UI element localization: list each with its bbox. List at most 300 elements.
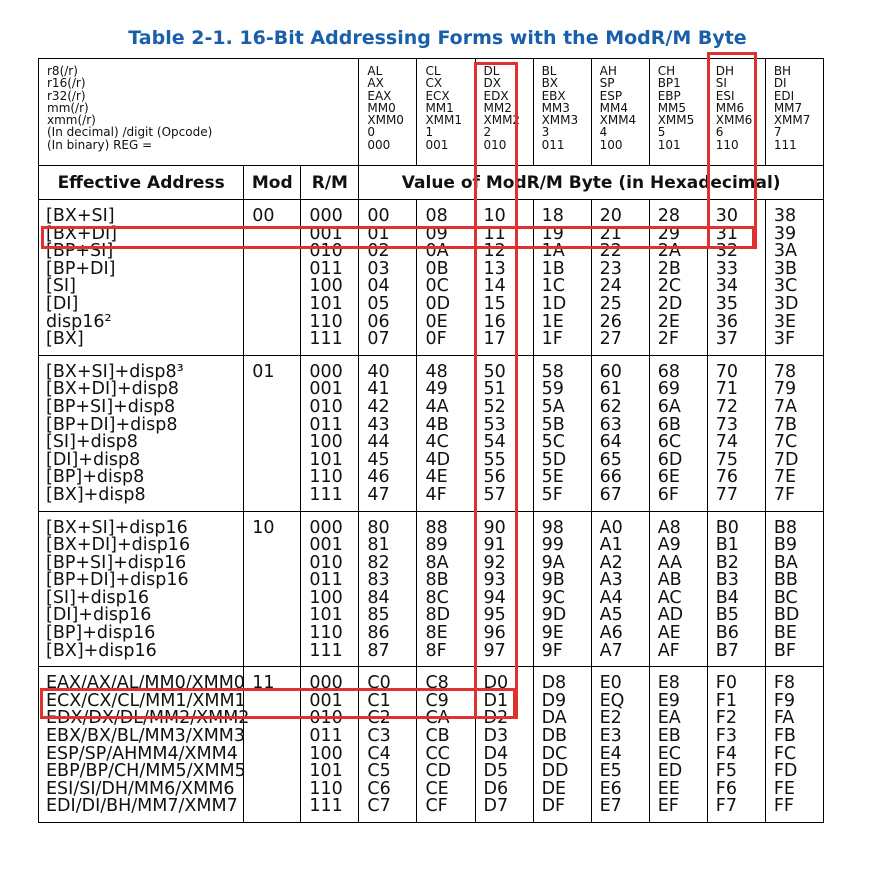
rm-cell-entry: 011 [309, 726, 343, 747]
modrm-value-cell-entry: 71 [715, 379, 739, 400]
modrm-value-cell-entry: 82 [367, 552, 390, 573]
modrm-value-cell-entry: D0 [483, 673, 509, 694]
modrm-value-cell-entry: DF [541, 796, 566, 817]
modrm-value-cell-entry: 8B [425, 570, 449, 591]
mod-block-row [39, 200, 824, 356]
modrm-value-cell-entry: 62 [599, 396, 622, 417]
effective-address-cell-entry: [BX+DI] [46, 223, 117, 244]
modrm-value-cell [475, 355, 533, 511]
mod-cell: 01 [244, 355, 301, 511]
effective-address-cell-entry: [BX+SI] [46, 206, 115, 226]
modrm-value-cell-entry: 81 [367, 535, 390, 556]
modrm-value-cell-entry: AD [657, 605, 684, 626]
modrm-value-cell-entry: 35 [715, 293, 739, 314]
modrm-value-cell-entry: 50 [483, 361, 506, 382]
modrm-value-cell-entry: 19 [541, 223, 564, 244]
modrm-value-cell-entry: FE [773, 778, 795, 799]
modrm-value-cell-entry: 39 [773, 223, 797, 244]
effective-address-cell-entry: EAX/AX/AL/MM0/XMM0 [46, 673, 245, 694]
reg-label: XMM7 [773, 113, 811, 128]
modrm-value-cell-entry: B5 [715, 605, 739, 626]
modrm-value-cell-entry: CE [425, 778, 449, 799]
reg-label: 1 [425, 125, 434, 140]
effective-address-cell-entry: [BX+SI]+disp8³ [46, 361, 184, 382]
modrm-value-cell [707, 511, 765, 667]
modrm-value-cell-entry: DD [541, 761, 569, 782]
modrm-value-cell-entry: 05 [367, 293, 390, 314]
operand-label: (In decimal) /digit (Opcode) [47, 125, 213, 140]
modrm-value-cell-entry: D2 [483, 708, 509, 729]
modrm-value-cell-entry: 0A [425, 241, 449, 262]
modrm-value-cell-entry: 72 [715, 396, 739, 417]
effective-address-cell-entry: [BP+SI]+disp16 [46, 552, 187, 573]
modrm-value-cell-entry: 3E [773, 311, 797, 332]
modrm-value-cell-entry: 61 [599, 379, 622, 400]
modrm-value-cell-entry: EB [657, 726, 681, 747]
modrm-value-cell-entry: 8F [425, 640, 447, 661]
modrm-value-cell-entry: 0D [425, 293, 451, 314]
effective-address-cell-entry: disp16² [46, 311, 112, 332]
modrm-value-cell-entry: 04 [367, 276, 390, 297]
modrm-value-cell-entry: 94 [483, 587, 506, 608]
modrm-value-cell-entry: 1C [541, 276, 565, 297]
modrm-value-cell [765, 355, 823, 511]
modrm-value-cell-entry: B7 [715, 640, 739, 661]
reg-label: ESI [715, 88, 735, 103]
modrm-value-cell-entry: 41 [367, 379, 390, 400]
modrm-value-cell-entry: 1E [541, 311, 564, 332]
modrm-value-cell-entry: 16 [483, 311, 506, 332]
modrm-value-cell [707, 200, 765, 356]
modrm-value-cell-entry: 32 [715, 241, 739, 262]
reg-label: DL [483, 64, 500, 78]
modrm-value-cell [359, 511, 417, 667]
modrm-value-cell-entry: FA [773, 708, 795, 729]
reg-label: 7 [773, 125, 782, 140]
modrm-value-cell-entry: 4A [425, 396, 449, 417]
effective-address-cell-entry: [BX+SI]+disp16 [46, 517, 188, 538]
modrm-value-cell-entry: E8 [657, 673, 680, 694]
reg-label: BP1 [657, 76, 681, 91]
modrm-value-cell [707, 355, 765, 511]
modrm-value-cell-entry: 7D [773, 449, 799, 470]
modrm-value-cell-entry: 33 [715, 258, 739, 279]
modrm-value-cell [359, 200, 417, 356]
table-title: Table 2-1. 16-Bit Addressing Forms with the ModR/M Byte [128, 27, 747, 49]
rm-cell-entry: 011 [309, 570, 343, 591]
modrm-value-cell-entry: F9 [773, 690, 796, 711]
modrm-value-cell-entry: F5 [715, 761, 737, 782]
modrm-value-cell-entry: 57 [483, 484, 506, 505]
modrm-value-cell-entry: 8D [425, 605, 451, 626]
modrm-value-cell-entry: 4D [425, 449, 451, 470]
modrm-value-cell-entry: 92 [483, 552, 506, 573]
rm-cell-entry: 110 [309, 623, 343, 644]
modrm-value-cell-entry: 64 [599, 432, 622, 453]
rm-cell-entry: 011 [309, 414, 343, 435]
rm-cell-entry: 111 [309, 796, 343, 817]
modrm-value-cell-entry: 9A [541, 552, 565, 573]
effective-address-header: Effective Address [39, 166, 244, 200]
modrm-value-cell-entry: ED [657, 761, 683, 782]
reg-label: AL [367, 64, 383, 78]
modrm-value-cell-entry: FC [773, 743, 797, 764]
modrm-value-cell-entry: 51 [483, 379, 506, 400]
reg-label: AH [599, 64, 617, 78]
modrm-value-cell-entry: A3 [599, 570, 623, 591]
modrm-value-cell-entry: 84 [367, 587, 390, 608]
rm-cell-entry: 001 [309, 223, 343, 244]
modrm-value-cell-entry: A9 [657, 535, 681, 556]
modrm-value-cell-entry: C1 [367, 690, 391, 711]
effective-address-cell-entry: ESP/SP/AHMM4/XMM4 [46, 743, 238, 764]
modrm-value-cell-entry: 6F [657, 484, 679, 505]
reg-label: 3 [541, 125, 550, 140]
effective-address-cell-entry: [BP+DI]+disp16 [46, 570, 189, 591]
reg-column-header [359, 59, 417, 166]
modrm-value-cell-entry: 08 [425, 206, 448, 226]
modrm-value-cell-entry: 46 [367, 467, 390, 488]
effective-address-cell-entry: EBX/BX/BL/MM3/XMM3 [46, 726, 246, 747]
modrm-value-cell [475, 200, 533, 356]
effective-address-cell [39, 511, 244, 667]
modrm-value-cell-entry: 73 [715, 414, 739, 435]
effective-address-cell-entry: EBP/BP/CH/MM5/XMM5 [46, 761, 246, 782]
modrm-value-cell-entry: BE [773, 623, 797, 644]
modrm-value-cell-entry: 2F [657, 329, 679, 350]
modrm-value-cell-entry: 5A [541, 396, 565, 417]
modrm-value-cell-entry: DA [541, 708, 567, 729]
reg-label: MM6 [715, 100, 745, 115]
modrm-value-cell-entry: C7 [367, 796, 391, 817]
modrm-value-cell-entry: D5 [483, 761, 509, 782]
effective-address-cell-entry: [BP+DI] [46, 258, 116, 279]
modrm-value-cell-entry: C4 [367, 743, 391, 764]
reg-label: BH [773, 64, 792, 78]
modrm-value-cell [649, 667, 707, 823]
modrm-value-cell-entry: A4 [599, 587, 623, 608]
modrm-value-cell-entry: 7E [773, 467, 797, 488]
reg-label: CH [657, 64, 676, 78]
reg-label: EBP [657, 88, 681, 103]
modrm-value-cell-entry: 18 [541, 206, 564, 226]
reg-column-header [765, 59, 823, 166]
modrm-value-cell-entry: 21 [599, 223, 622, 244]
reg-header-row [39, 59, 824, 166]
modrm-value-cell-entry: 2E [657, 311, 680, 332]
rm-cell-entry: 001 [309, 690, 343, 711]
modrm-value-cell-entry: 01 [367, 223, 390, 244]
modrm-value-cell-entry: 85 [367, 605, 390, 626]
modrm-value-cell-entry: EQ [599, 690, 625, 711]
rm-cell-entry: 101 [309, 605, 343, 626]
modrm-value-cell-entry: F6 [715, 778, 737, 799]
reg-label: DH [715, 64, 735, 78]
modrm-value-cell-entry: 0B [425, 258, 449, 279]
modrm-value-cell-entry: DB [541, 726, 568, 747]
rm-cell-entry: 100 [309, 432, 343, 453]
reg-label: ECX [425, 88, 450, 103]
modrm-value-cell-entry: 37 [715, 329, 739, 350]
modrm-value-cell-entry: C3 [367, 726, 391, 747]
rm-cell-entry: 010 [309, 241, 343, 262]
operand-label: (In binary) REG = [47, 137, 153, 152]
modrm-value-cell-entry: 69 [657, 379, 680, 400]
reg-label: 101 [657, 137, 681, 152]
modrm-value-cell-entry: 98 [541, 517, 564, 538]
effective-address-cell-entry: [BP+SI]+disp8 [46, 396, 176, 417]
modrm-value-cell-entry: CF [425, 796, 448, 817]
effective-address-cell-entry: [DI]+disp8 [46, 449, 141, 470]
modrm-value-cell-entry: 86 [367, 623, 390, 644]
reg-label: 111 [773, 137, 797, 152]
modrm-value-cell-entry: 43 [367, 414, 390, 435]
modrm-value-cell-entry: D4 [483, 743, 509, 764]
modrm-value-cell-entry: 9E [541, 623, 564, 644]
modrm-value-cell-entry: 7F [773, 484, 796, 505]
reg-label: 5 [657, 125, 666, 140]
modrm-value-cell-entry: 31 [715, 223, 739, 244]
modrm-value-cell-entry: 12 [483, 241, 506, 262]
modrm-value-cell-entry: 1F [541, 329, 563, 350]
reg-label: MM4 [599, 100, 628, 115]
modrm-value-cell-entry: 1B [541, 258, 565, 279]
modrm-table [38, 58, 824, 823]
effective-address-cell-entry: [BX] [46, 329, 84, 350]
modrm-value-cell-entry: 9F [541, 640, 563, 661]
modrm-value-cell-entry: D1 [483, 690, 509, 711]
modrm-value-cell-entry: A7 [599, 640, 623, 661]
modrm-value-cell-entry: CA [425, 708, 450, 729]
modrm-value-cell-entry: 78 [773, 361, 797, 382]
modrm-value-cell-entry: 2D [657, 293, 683, 314]
modrm-value-cell-entry: 5E [541, 467, 564, 488]
modrm-value-cell-entry: AB [657, 570, 682, 591]
reg-label: MM3 [541, 100, 570, 115]
rm-cell-entry: 001 [309, 379, 343, 400]
modrm-value-cell [417, 200, 475, 356]
rm-cell [301, 355, 359, 511]
modrm-value-cell-entry: A0 [599, 517, 623, 538]
modrm-value-cell-entry: 34 [715, 276, 739, 297]
modrm-value-cell-entry: A8 [657, 517, 681, 538]
reg-column-header [649, 59, 707, 166]
modrm-value-cell-entry: 4B [425, 414, 449, 435]
modrm-value-cell-entry: 3F [773, 329, 796, 350]
effective-address-cell-entry: [SI]+disp8 [46, 432, 138, 453]
operand-label: r16(/r) [47, 76, 86, 91]
effective-address-cell-entry: [BP]+disp8 [46, 467, 145, 488]
effective-address-cell [39, 667, 250, 823]
effective-address-cell-entry: [BP+SI] [46, 241, 114, 262]
modrm-value-cell-entry: 03 [367, 258, 390, 279]
modrm-value-cell-entry: 22 [599, 241, 622, 262]
modrm-value-cell-entry: 83 [367, 570, 390, 591]
modrm-value-cell [591, 511, 649, 667]
modrm-value-cell-entry: BF [773, 640, 796, 661]
modrm-value-cell [765, 667, 823, 823]
modrm-value-cell-entry: B0 [715, 517, 739, 538]
modrm-value-cell-entry: AC [657, 587, 682, 608]
modrm-value-cell-entry: 67 [599, 484, 622, 505]
modrm-value-cell-entry: FD [773, 761, 798, 782]
rm-cell-entry: 111 [309, 484, 343, 505]
effective-address-cell-entry: ESI/SI/DH/MM6/XMM6 [46, 778, 235, 799]
rm-cell-entry: 001 [309, 535, 343, 556]
modrm-value-cell-entry: 0C [425, 276, 449, 297]
modrm-value-cell-entry: 66 [599, 467, 622, 488]
reg-label: MM5 [657, 100, 687, 115]
modrm-value-cell-entry: B9 [773, 535, 797, 556]
modrm-value-cell-entry: 59 [541, 379, 564, 400]
modrm-value-cell-entry: C5 [367, 761, 391, 782]
modrm-value-cell-entry: 9C [541, 587, 565, 608]
modrm-value-cell-entry: DE [541, 778, 567, 799]
modrm-value-cell-entry: 36 [715, 311, 739, 332]
modrm-value-cell-entry: F8 [773, 673, 796, 694]
modrm-value-cell-entry: 63 [599, 414, 622, 435]
modrm-value-cell-entry: 76 [715, 467, 739, 488]
modrm-value-cell [649, 355, 707, 511]
rm-cell-entry: 000 [309, 361, 343, 382]
modrm-value-cell-entry: B1 [715, 535, 739, 556]
modrm-value-cell-entry: 14 [483, 276, 506, 297]
effective-address-cell-entry: [BP]+disp16 [46, 623, 156, 644]
modrm-value-cell-entry: CB [425, 726, 450, 747]
modrm-value-cell-entry: F0 [715, 673, 737, 694]
reg-label: CL [425, 64, 441, 78]
modrm-value-cell-entry: 28 [657, 206, 680, 226]
modrm-value-cell-entry: 6A [657, 396, 681, 417]
reg-label: XMM4 [599, 113, 637, 128]
effective-address-cell-entry: [BP+DI]+disp8 [46, 414, 178, 435]
modrm-value-cell-entry: 45 [367, 449, 390, 470]
modrm-value-cell-entry: 7C [773, 432, 798, 453]
rm-cell-entry: 000 [309, 673, 343, 694]
modrm-value-cell-entry: 4F [425, 484, 447, 505]
modrm-value-cell-entry: C6 [367, 778, 391, 799]
modrm-value-cell-entry: 60 [599, 361, 622, 382]
modrm-value-cell [533, 667, 591, 823]
modrm-value-cell-entry: 6C [657, 432, 682, 453]
modrm-value-cell-entry: 56 [483, 467, 506, 488]
modrm-value-cell-entry: 17 [483, 329, 506, 350]
modrm-value-cell-entry: 02 [367, 241, 390, 262]
effective-address-cell-entry: [DI] [46, 293, 79, 314]
modrm-value-cell-entry: 2B [657, 258, 681, 279]
reg-label: XMM2 [483, 113, 521, 128]
modrm-value-cell [417, 667, 475, 823]
modrm-value-cell-entry: 24 [599, 276, 622, 297]
rm-cell-entry: 111 [309, 329, 343, 350]
modrm-value-cell-entry: 3A [773, 241, 797, 262]
modrm-value-cell-entry: 0E [425, 311, 448, 332]
modrm-value-cell-entry: 93 [483, 570, 506, 591]
modrm-value-cell-entry: 13 [483, 258, 506, 279]
modrm-value-cell-entry: 09 [425, 223, 448, 244]
modrm-value-cell-entry: 5D [541, 449, 567, 470]
modrm-value-cell-entry: 06 [367, 311, 390, 332]
reg-label: XMM5 [657, 113, 695, 128]
modrm-value-cell-entry: 07 [367, 329, 390, 350]
mod-cell: 10 [244, 511, 301, 667]
reg-label: MM1 [425, 100, 454, 115]
rm-cell-entry: 111 [309, 640, 343, 661]
reg-label: MM7 [773, 100, 803, 115]
reg-label: MM0 [367, 100, 396, 115]
modrm-value-cell-entry: 2C [657, 276, 682, 297]
operand-label: r8(/r) [47, 64, 78, 78]
rm-cell-entry: 110 [309, 311, 343, 332]
column-header-row [39, 166, 824, 200]
modrm-value-cell-entry: 10 [483, 206, 506, 226]
modrm-value-cell-entry: BA [773, 552, 798, 573]
modrm-value-cell-entry: 99 [541, 535, 564, 556]
reg-label: ESP [599, 88, 623, 103]
modrm-value-cell [649, 511, 707, 667]
reg-column-header [707, 59, 765, 166]
modrm-value-cell-entry: F4 [715, 743, 737, 764]
modrm-value-cell [591, 200, 649, 356]
modrm-value-cell-entry: 4E [425, 467, 448, 488]
modrm-value-cell-entry: EC [657, 743, 681, 764]
reg-label: DX [483, 76, 501, 91]
mod-block-row [39, 667, 824, 823]
rm-cell-entry: 000 [309, 206, 343, 226]
reg-column-header [533, 59, 591, 166]
modrm-value-cell-entry: F1 [715, 690, 737, 711]
modrm-value-cell [533, 200, 591, 356]
modrm-value-cell-entry: 42 [367, 396, 390, 417]
reg-label: 6 [715, 125, 724, 140]
modrm-value-cell-entry: E3 [599, 726, 622, 747]
modrm-value-cell [475, 511, 533, 667]
modrm-value-cell-entry: C0 [367, 673, 391, 694]
modrm-value-cell-entry: E2 [599, 708, 622, 729]
modrm-value-cell-entry: 55 [483, 449, 506, 470]
modrm-value-cell-entry: 6D [657, 449, 683, 470]
modrm-value-cell-entry: A5 [599, 605, 623, 626]
modrm-value-cell-entry: 2A [657, 241, 681, 262]
modrm-value-cell-entry: 58 [541, 361, 564, 382]
rm-cell-entry: 100 [309, 587, 343, 608]
modrm-value-cell-entry: B6 [715, 623, 739, 644]
modrm-value-cell-entry: EA [657, 708, 681, 729]
rm-cell-entry: 010 [309, 708, 343, 729]
reg-column-header [475, 59, 533, 166]
modrm-value-cell-entry: 9B [541, 570, 565, 591]
modrm-value-cell-entry: 29 [657, 223, 680, 244]
modrm-value-cell-entry: F3 [715, 726, 737, 747]
modrm-value-cell [475, 667, 533, 823]
modrm-value-cell [533, 511, 591, 667]
rm-cell [301, 200, 359, 356]
operand-labels [39, 59, 359, 166]
modrm-value-cell-entry: 88 [425, 517, 448, 538]
effective-address-cell-entry: EDX/DX/DL/MM2/XMM2 [46, 708, 250, 729]
modrm-value-cell-entry: 5F [541, 484, 563, 505]
rm-header: R/M [301, 166, 359, 200]
modrm-value-cell-entry: 54 [483, 432, 506, 453]
modrm-value-cell-entry: 5C [541, 432, 565, 453]
operand-label: mm(/r) [47, 100, 89, 115]
effective-address-cell-entry: [BX]+disp16 [46, 640, 157, 661]
effective-address-cell-entry: [BX+DI]+disp16 [46, 535, 191, 556]
modrm-value-cell-entry: 65 [599, 449, 622, 470]
mod-cell: 11 [244, 667, 301, 823]
modrm-value-cell-entry: A6 [599, 623, 623, 644]
modrm-value-cell-entry: C8 [425, 673, 449, 694]
